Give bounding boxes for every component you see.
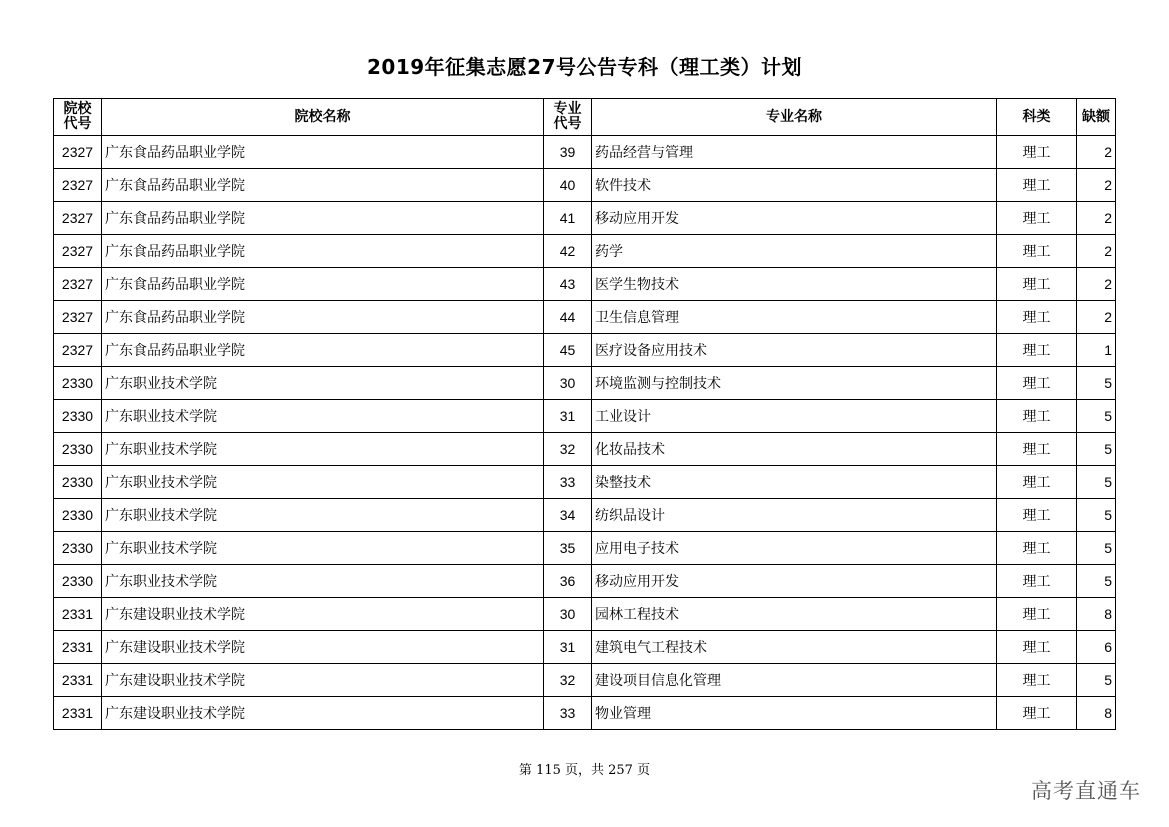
table-row	[54, 499, 1116, 532]
cell-quota: 5	[1077, 499, 1116, 532]
cell-school-name: 广东食品药品职业学院	[102, 202, 544, 235]
cell-major-name: 医疗设备应用技术	[592, 334, 997, 367]
cell-quota: 1	[1077, 334, 1116, 367]
cell-school-code: 2330	[54, 499, 102, 532]
cell-major-code: 34	[544, 499, 592, 532]
cell-category: 理工	[997, 301, 1077, 334]
cell-school-name: 广东职业技术学院	[102, 532, 544, 565]
header-major-name: 专业名称	[592, 99, 997, 136]
cell-school-code: 2327	[54, 334, 102, 367]
cell-major-code: 31	[544, 400, 592, 433]
cell-quota: 2	[1077, 235, 1116, 268]
cell-school-name: 广东食品药品职业学院	[102, 334, 544, 367]
header-school-code-label: 院校 代号	[63, 101, 92, 132]
cell-quota: 2	[1077, 202, 1116, 235]
cell-school-code: 2327	[54, 268, 102, 301]
table-row	[54, 664, 1116, 697]
cell-major-code: 45	[544, 334, 592, 367]
admission-plan-table	[53, 98, 1116, 730]
table-row	[54, 367, 1116, 400]
cell-category: 理工	[997, 400, 1077, 433]
table-row	[54, 631, 1116, 664]
cell-category: 理工	[997, 169, 1077, 202]
cell-school-code: 2330	[54, 433, 102, 466]
cell-quota: 5	[1077, 664, 1116, 697]
cell-quota: 5	[1077, 466, 1116, 499]
cell-major-code: 39	[544, 136, 592, 169]
cell-category: 理工	[997, 631, 1077, 664]
cell-major-code: 33	[544, 466, 592, 499]
cell-major-name: 药学	[592, 235, 997, 268]
cell-major-name: 染整技术	[592, 466, 997, 499]
cell-major-name: 环境监测与控制技术	[592, 367, 997, 400]
cell-major-name: 应用电子技术	[592, 532, 997, 565]
cell-quota: 2	[1077, 268, 1116, 301]
cell-school-code: 2330	[54, 466, 102, 499]
cell-category: 理工	[997, 532, 1077, 565]
table-row	[54, 202, 1116, 235]
cell-major-name: 工业设计	[592, 400, 997, 433]
page-number: 第 115 页，共 257 页	[518, 763, 651, 778]
cell-major-code: 30	[544, 367, 592, 400]
cell-school-name: 广东建设职业技术学院	[102, 664, 544, 697]
cell-category: 理工	[997, 697, 1077, 730]
header-quota: 缺额	[1077, 99, 1116, 136]
cell-school-code: 2330	[54, 400, 102, 433]
table-row	[54, 565, 1116, 598]
cell-school-code: 2331	[54, 697, 102, 730]
table-row	[54, 136, 1116, 169]
cell-school-code: 2330	[54, 565, 102, 598]
cell-major-code: 41	[544, 202, 592, 235]
cell-school-name: 广东食品药品职业学院	[102, 136, 544, 169]
cell-category: 理工	[997, 598, 1077, 631]
cell-school-code: 2327	[54, 136, 102, 169]
cell-school-code: 2327	[54, 235, 102, 268]
cell-major-code: 36	[544, 565, 592, 598]
cell-quota: 5	[1077, 367, 1116, 400]
cell-category: 理工	[997, 136, 1077, 169]
cell-quota: 5	[1077, 565, 1116, 598]
cell-major-name: 移动应用开发	[592, 565, 997, 598]
cell-major-name: 卫生信息管理	[592, 301, 997, 334]
cell-quota: 6	[1077, 631, 1116, 664]
cell-school-name: 广东食品药品职业学院	[102, 301, 544, 334]
cell-school-name: 广东食品药品职业学院	[102, 268, 544, 301]
cell-major-code: 40	[544, 169, 592, 202]
cell-category: 理工	[997, 202, 1077, 235]
cell-category: 理工	[997, 433, 1077, 466]
cell-major-code: 30	[544, 598, 592, 631]
table-row	[54, 598, 1116, 631]
cell-category: 理工	[997, 664, 1077, 697]
table-row	[54, 697, 1116, 730]
table-row	[54, 433, 1116, 466]
table-row	[54, 400, 1116, 433]
cell-major-code: 32	[544, 664, 592, 697]
cell-major-code: 35	[544, 532, 592, 565]
table-row	[54, 235, 1116, 268]
cell-school-name: 广东职业技术学院	[102, 565, 544, 598]
header-school-name: 院校名称	[102, 99, 544, 136]
cell-major-name: 物业管理	[592, 697, 997, 730]
cell-quota: 2	[1077, 136, 1116, 169]
cell-category: 理工	[997, 367, 1077, 400]
table-body	[54, 136, 1116, 730]
header-category: 科类	[997, 99, 1077, 136]
cell-school-code: 2331	[54, 598, 102, 631]
cell-school-code: 2331	[54, 631, 102, 664]
cell-major-name: 建设项目信息化管理	[592, 664, 997, 697]
cell-school-name: 广东职业技术学院	[102, 367, 544, 400]
cell-category: 理工	[997, 466, 1077, 499]
cell-major-name: 化妆品技术	[592, 433, 997, 466]
cell-school-name: 广东建设职业技术学院	[102, 631, 544, 664]
cell-school-name: 广东建设职业技术学院	[102, 598, 544, 631]
cell-major-name: 医学生物技术	[592, 268, 997, 301]
cell-category: 理工	[997, 268, 1077, 301]
cell-school-code: 2330	[54, 532, 102, 565]
cell-major-code: 43	[544, 268, 592, 301]
page-title: 2019年征集志愿27号公告专科（理工类）计划	[367, 55, 802, 79]
cell-major-name: 纺织品设计	[592, 499, 997, 532]
cell-school-code: 2327	[54, 202, 102, 235]
header-major-code-label: 专业 代号	[553, 101, 582, 132]
header-major-code	[544, 99, 592, 136]
cell-school-code: 2330	[54, 367, 102, 400]
cell-category: 理工	[997, 334, 1077, 367]
cell-major-code: 33	[544, 697, 592, 730]
cell-major-name: 园林工程技术	[592, 598, 997, 631]
cell-category: 理工	[997, 499, 1077, 532]
cell-school-code: 2327	[54, 301, 102, 334]
cell-quota: 8	[1077, 697, 1116, 730]
cell-quota: 5	[1077, 433, 1116, 466]
cell-school-name: 广东职业技术学院	[102, 499, 544, 532]
cell-school-name: 广东建设职业技术学院	[102, 697, 544, 730]
cell-major-name: 软件技术	[592, 169, 997, 202]
table-header-row	[54, 99, 1116, 136]
table-row	[54, 301, 1116, 334]
cell-major-name: 药品经营与管理	[592, 136, 997, 169]
cell-school-name: 广东职业技术学院	[102, 400, 544, 433]
cell-school-name: 广东职业技术学院	[102, 466, 544, 499]
table-row	[54, 532, 1116, 565]
cell-school-code: 2327	[54, 169, 102, 202]
cell-category: 理工	[997, 565, 1077, 598]
cell-school-code: 2331	[54, 664, 102, 697]
table-row	[54, 169, 1116, 202]
cell-major-code: 44	[544, 301, 592, 334]
cell-major-code: 42	[544, 235, 592, 268]
cell-quota: 5	[1077, 400, 1116, 433]
cell-major-name: 移动应用开发	[592, 202, 997, 235]
cell-school-name: 广东职业技术学院	[102, 433, 544, 466]
table-row	[54, 268, 1116, 301]
cell-major-code: 31	[544, 631, 592, 664]
cell-major-code: 32	[544, 433, 592, 466]
watermark: 高考直通车	[1031, 779, 1141, 803]
table-row	[54, 466, 1116, 499]
cell-quota: 5	[1077, 532, 1116, 565]
cell-major-name: 建筑电气工程技术	[592, 631, 997, 664]
table-row	[54, 334, 1116, 367]
cell-quota: 2	[1077, 301, 1116, 334]
cell-school-name: 广东食品药品职业学院	[102, 169, 544, 202]
cell-school-name: 广东食品药品职业学院	[102, 235, 544, 268]
cell-category: 理工	[997, 235, 1077, 268]
cell-quota: 8	[1077, 598, 1116, 631]
cell-quota: 2	[1077, 169, 1116, 202]
header-school-code	[54, 99, 102, 136]
